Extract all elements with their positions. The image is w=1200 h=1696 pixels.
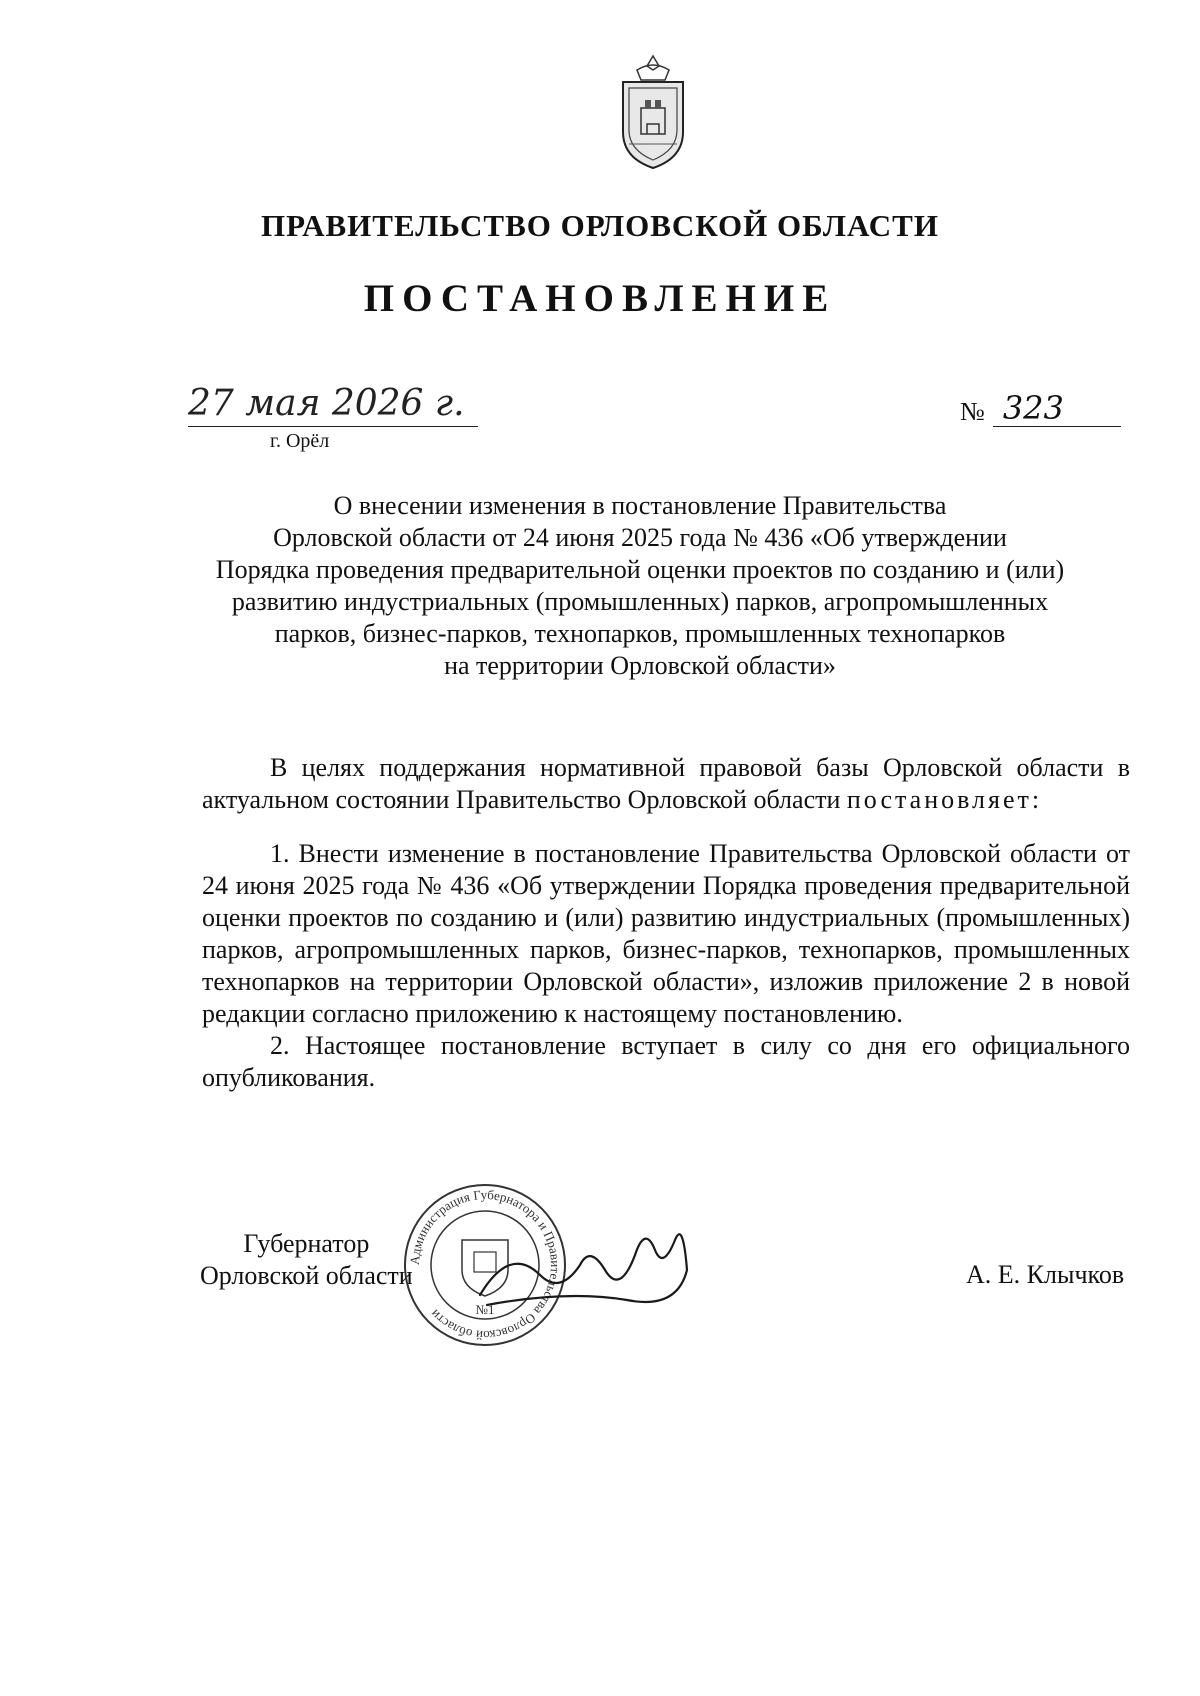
item-2-paragraph: 2. Настоящее постановление вступает в силу со дня его официального опубликования. (202, 1031, 1130, 1092)
document-body (202, 752, 1130, 1094)
number-label: № (960, 397, 985, 426)
item-1-paragraph: 1. Внести изменение в постановление Правительства Орловской области от 24 июня 2025 года № 436 «Об утверждении Порядка проведения предварительной оценки проектов по созданию и (или) развитию индустриальных (промышленных) парков, агропромышленных парков, бизнес-парков, технопарков, промышленных технопарков на территории Орловской области», изложив приложение 2 в новой редакции согласно приложению к настоящему постановлению. (202, 839, 1130, 1028)
subject-line: О внесении изменения в постановление Правительства (333, 491, 947, 520)
subject-line: Порядка проведения предварительной оценки проектов по созданию и (или) (215, 555, 1065, 584)
document-city: г. Орёл (270, 430, 330, 452)
number-value: 323 (993, 390, 1121, 427)
preamble-keyword: постановляет: (846, 785, 1043, 814)
position-line: Орловской области (200, 1261, 413, 1290)
signatory-name: А. Е. Клычков (966, 1260, 1125, 1289)
seal-number: №1 (475, 1302, 495, 1317)
signatory-position (200, 1228, 413, 1292)
subject-line: развитию индустриальных (промышленных) парков, агропромышленных (231, 587, 1049, 616)
preamble-paragraph (202, 752, 1130, 816)
government-title: ПРАВИТЕЛЬСТВО ОРЛОВСКОЙ ОБЛАСТИ (261, 208, 939, 243)
subject-line: на территории Орловской области» (444, 651, 836, 680)
preamble-text: В целях поддержания нормативной правовой базы Орловской области в актуальном состоянии Правительство Орловской области (202, 753, 1130, 814)
seal-text: Администрация Губернатора и Правительства Орловской области (406, 1186, 564, 1344)
subject-line: Орловской области от 24 июня 2025 года № 436 «Об утверждении (273, 523, 1007, 552)
position-line: Губернатор (243, 1229, 370, 1258)
document-type: ПОСТАНОВЛЕНИЕ (363, 277, 837, 320)
document-date: 27 мая 2026 г. (188, 382, 478, 427)
coat-of-arms-icon (615, 52, 691, 172)
subject-line: парков, бизнес-парков, технопарков, промышленных технопарков (274, 619, 1006, 648)
handwritten-signature-icon (470, 1225, 710, 1335)
document-subject (160, 490, 1120, 682)
document-number (960, 390, 1121, 427)
